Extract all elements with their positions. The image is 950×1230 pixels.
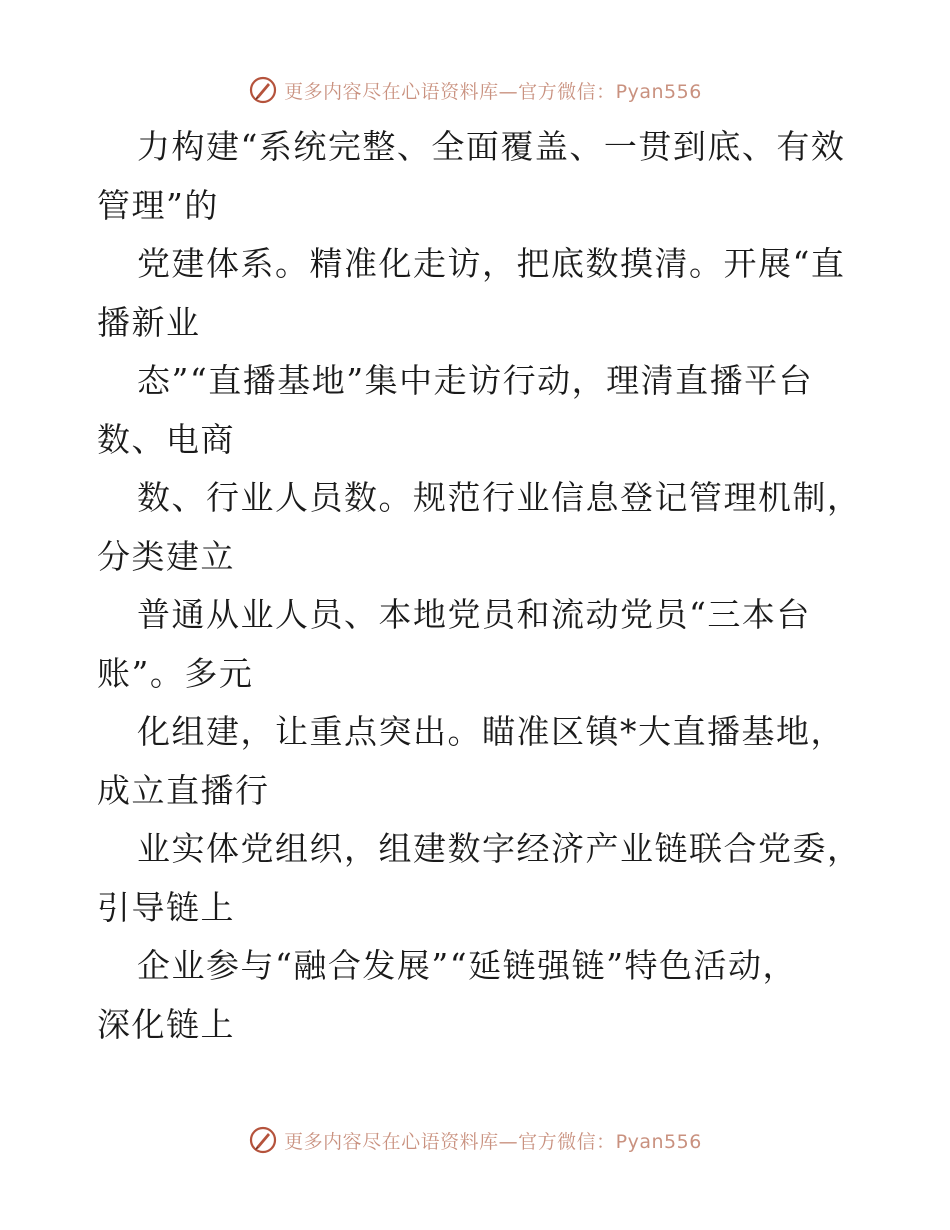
body-line: 力构建“系统完整、全面覆盖、一贯到底、有效 bbox=[137, 127, 846, 166]
body-line: 数、行业人员数。规范行业信息登记管理机制， bbox=[137, 478, 862, 517]
document-body bbox=[97, 118, 862, 1054]
body-line: 态”“直播基地”集中走访行动，理清直播平台 bbox=[137, 361, 814, 400]
header-banner-text: 更多内容尽在心语资料库—官方微信：Pyan556 bbox=[284, 80, 702, 103]
body-line: 化组建，让重点突出。瞄准区镇*大直播基地， bbox=[137, 712, 845, 751]
quill-pen-logo-icon bbox=[248, 1125, 278, 1155]
body-line: 深化链上 bbox=[97, 1004, 235, 1044]
body-line: 成立直播行 bbox=[97, 770, 270, 810]
body-line: 企业参与“融合发展”“延链强链”特色活动， bbox=[137, 946, 797, 985]
body-line: 数、电商 bbox=[97, 419, 235, 459]
body-line: 账”。多元 bbox=[97, 653, 254, 693]
body-line: 引导链上 bbox=[97, 887, 235, 927]
footer-banner bbox=[0, 1120, 950, 1160]
body-line: 播新业 bbox=[97, 302, 201, 342]
body-line: 分类建立 bbox=[97, 536, 235, 576]
header-banner bbox=[0, 70, 950, 110]
quill-pen-logo-icon bbox=[248, 75, 278, 105]
body-line: 业实体党组织，组建数字经济产业链联合党委， bbox=[137, 829, 862, 868]
footer-banner-text: 更多内容尽在心语资料库—官方微信：Pyan556 bbox=[284, 1130, 702, 1153]
body-line: 管理”的 bbox=[97, 185, 219, 225]
body-line: 普通从业人员、本地党员和流动党员“三本台 bbox=[137, 595, 811, 634]
body-line: 党建体系。精准化走访，把底数摸清。开展“直 bbox=[137, 244, 846, 283]
